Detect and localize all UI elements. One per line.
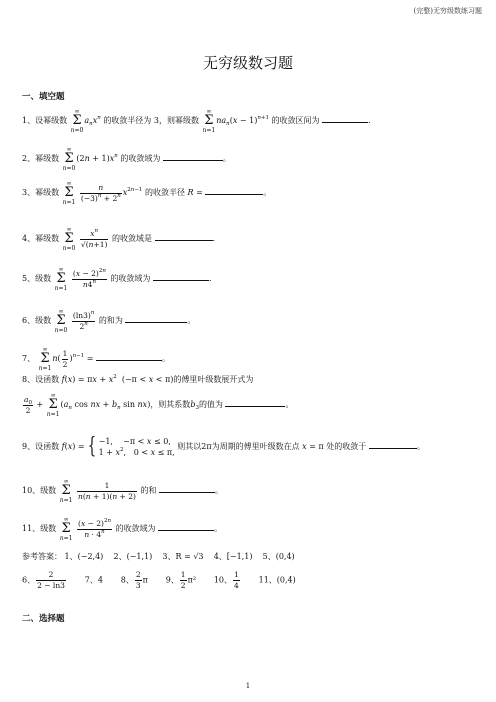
fraction: $\frac{1}{2}$ <box>62 348 68 369</box>
question-6: 6、级数 ∞ Σ n=0 $\frac{(\ln 3)^n}{2^n}$ 的和为 。 <box>22 308 196 334</box>
answer-blank[interactable] <box>369 439 417 449</box>
fraction: $\frac{n}{(-3)^n + 2^n}$ <box>80 182 121 203</box>
question-8-cont: $\frac{a_0}{2}$ + ∞ Σ $n=1(a_n$ cos nx + $b_n$ sin nx)，则其系数$b_3$的值为 。 <box>24 392 294 418</box>
sum-symbol: ∞ Σ n=1 <box>59 516 73 542</box>
sum-symbol: ∞ Σ n=0 <box>62 226 76 252</box>
running-header: (完整)无穷级数练习题 <box>413 7 482 15</box>
answer-blank[interactable] <box>153 271 209 281</box>
question-8: 8、设函数 $f(x) = \pi x + x^2$ (−π < x < π)的傅里叶级数展开式为 <box>22 374 254 384</box>
fraction: $\frac{1}{4}$ <box>234 570 239 590</box>
answer-blank[interactable] <box>155 231 213 241</box>
sum-symbol: ∞ Σ n=1 <box>46 392 60 418</box>
question-11: 11、级数 ∞ Σ n=1 $\frac{(x - 2)^{2n}}{n \cdot 4^n}$ 的收敛域为 。 <box>22 516 223 542</box>
answer-blank[interactable] <box>225 397 285 407</box>
answer-key-row-1: 参考答案： 1、(−2,4) 2、(−1,1) 3、R = √3 4、[−1,1) 5、(0,4) <box>22 552 295 561</box>
sum-symbol: ∞ Σ n=1 <box>59 478 73 504</box>
fraction: $\frac{x^n}{√(n+1)}$ <box>80 227 108 249</box>
question-4: 4、幂级数 ∞ Σ n=0 $\frac{x^n}{√(n+1)}$ 的收敛域是 . <box>22 226 216 252</box>
brace: { <box>87 434 96 459</box>
fraction: $\frac{(\ln 3)^n}{2^n}$ <box>72 309 95 331</box>
fraction: $\frac{(x - 2)^{2n}}{n4^n}$ <box>72 267 106 289</box>
fraction: $\frac{2}{2 - \ln 3}$ <box>37 570 65 590</box>
page-number: 1 <box>245 682 251 690</box>
sum-symbol: ∞ Σ n=0 <box>62 146 76 172</box>
answer-blank[interactable] <box>205 185 263 195</box>
question-10: 10、级数 ∞ Σ n=1 $\frac{1}{n(n + 1)(n + 2)}$ 的和 。 <box>22 478 224 504</box>
question-2: 2、幂级数 ∞ Σ $n=0(2n + 1)x^n$ 的收敛域为 。 <box>22 146 231 172</box>
sum-symbol: ∞ Σ n=1 <box>202 108 216 134</box>
sum-symbol: ∞ Σ n=1 <box>38 346 52 372</box>
sum-symbol: ∞ Σ n=0 <box>70 108 84 134</box>
page-title: 无穷级数习题 <box>202 54 293 72</box>
piecewise-cases: −1, −π < x ≤ 0, $1 + x^2$, 0 < x ≤ π, <box>98 437 175 457</box>
fraction: $\frac{1}{2}$ <box>180 570 186 590</box>
sum-symbol: ∞ Σ n=1 <box>54 266 68 292</box>
question-7: 7、 ∞ Σ n=1n( $\frac{1}{2}$ )$^{n-1}$ = 。 <box>22 346 171 372</box>
sum-symbol: ∞ Σ n=0 <box>54 308 68 334</box>
section-fill-heading: 一、填空题 <box>22 92 65 102</box>
question-9: 9、设函数 f(x) = { −1, −π < x ≤ 0, $1 + x^2$, 0 < x ≤ π, 则其以2π为周期的傅里叶级数在点 x = π 处的收敛于 。 <box>22 434 425 459</box>
answer-blank[interactable] <box>96 351 162 361</box>
answer-blank[interactable] <box>159 483 215 493</box>
answer-blank[interactable] <box>322 113 368 123</box>
section-choice-heading: 二、选择题 <box>22 614 65 624</box>
question-5: 5、级数 ∞ Σ n=1 $\frac{(x - 2)^{2n}}{n4^n}$ 的收敛域为 . <box>22 266 212 292</box>
question-1: 1、设幂级数 ∞ Σ $n=0a_nx^n$ 的收敛半径为 3，则幂级数 ∞ Σ $n=1na_n(x - 1)^{n+1}$ 的收敛区间为 . <box>22 108 371 134</box>
fraction: $\frac{2}{3}$ <box>135 570 141 590</box>
sum-symbol: ∞ Σ n=1 <box>62 180 76 206</box>
answer-blank[interactable] <box>163 151 223 161</box>
answer-blank[interactable] <box>158 521 214 531</box>
question-3: 3、幂级数 ∞ Σ n=1 $\frac{n}{(-3)^n + 2^n}$ $x^{2n-1}$ 的收敛半径 R = 。 <box>22 180 272 206</box>
answer-blank[interactable] <box>125 313 187 323</box>
fraction: $\frac{1}{n(n + 1)(n + 2)}$ <box>78 480 136 501</box>
question-number: 1、 <box>22 116 36 125</box>
answer-key-row-2: 6、 $\frac{2}{2 - \ln 3}$ 7、4 8、 $\frac{2}{3}$ π 9、 $\frac{1}{2}$ π² 10、 $\frac{1}{4}$ 11、(0,4) <box>22 570 296 590</box>
fraction: $\frac{a_0}{2}$ <box>24 394 32 415</box>
fraction: $\frac{(x - 2)^{2n}}{n \cdot 4^n}$ <box>78 517 111 539</box>
